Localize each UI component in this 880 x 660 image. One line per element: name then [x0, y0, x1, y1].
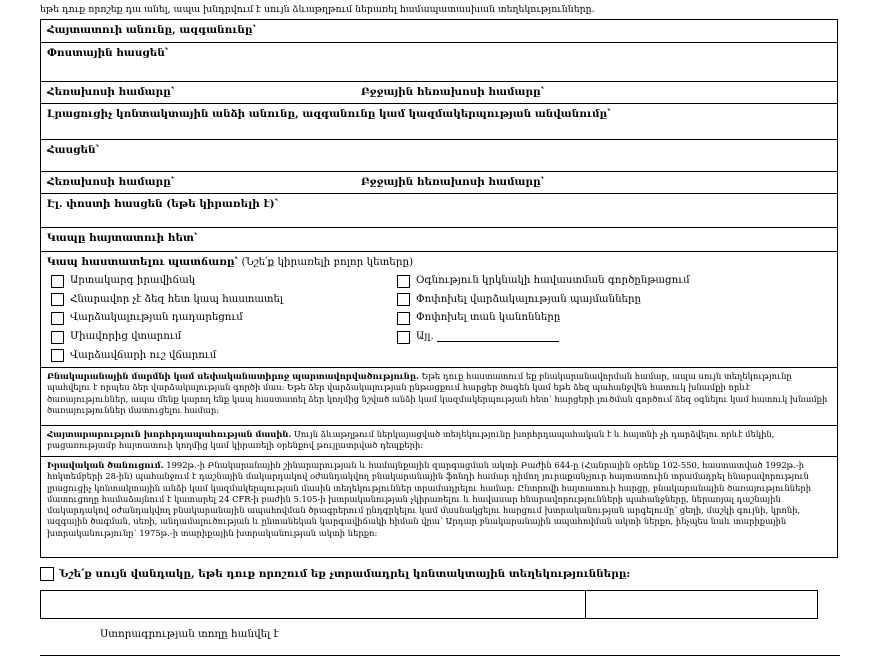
reason-option-eviction[interactable]	[51, 328, 397, 347]
contact-name-label: Լրացուցիչ կոնտակտային անձի անունը, ազգանունը կամ կազմակերպության անվանումը՝	[47, 108, 611, 120]
applicant-phone-label: Հեռախոսի համարը՝	[47, 86, 175, 98]
reason-label: Կապ հաստատելու պատճառը՝	[47, 256, 238, 268]
contact-name-field[interactable]	[41, 104, 837, 140]
reason-option-house-rules[interactable]	[397, 309, 690, 328]
checkbox[interactable]	[51, 331, 64, 344]
reason-option-label: Հնարավոր չէ ձեզ հետ կապ հաստատել	[70, 293, 284, 305]
notice-body: Սույն ձևաթղթում ներկայացված տեղեկությունը խորհրդապահական է և հայտնի չի դարձվելու որևէ մեկին, բացառությամբ հայտատուի կողմից կամ կիրառելի օրենքով թույլատրված դեպքերի:	[47, 429, 775, 451]
reason-option-label: Արտակարգ իրավիճակ	[70, 275, 196, 287]
reason-option-other[interactable]	[397, 328, 690, 347]
reason-column-left	[47, 272, 397, 365]
reason-option-label: Վարձավճարի ուշ վճարում	[70, 349, 217, 361]
notice-title: Հայտարարություն խորհրդապահության մասին.	[47, 429, 292, 439]
reason-option-termination[interactable]	[51, 309, 397, 328]
page-bottom-rule	[40, 655, 840, 656]
reason-option-lease-terms[interactable]	[397, 291, 690, 310]
contact-reasons-section	[41, 252, 837, 368]
notice-legal	[41, 457, 837, 557]
contact-mobile-field[interactable]	[361, 175, 831, 191]
signature-note: Ստորագրության տողը հանվել է	[100, 628, 279, 640]
reason-option-label: Փոփոխել վարձակալության պայմանները	[416, 293, 641, 305]
applicant-mobile-label: Բջջային հեռախոսի համարը՝	[361, 86, 544, 98]
checkbox[interactable]	[51, 312, 64, 325]
notice-confidentiality	[41, 426, 837, 457]
reason-hint: (Նշե՛ք կիրառելի բոլոր կետերը)	[241, 256, 414, 268]
reason-option-label: Վարձակալության դադարեցում	[70, 312, 243, 324]
mailing-address-label: Փոստային հասցեն՝	[47, 47, 169, 59]
contact-phones-row	[41, 172, 837, 194]
reason-option-unable-to-contact[interactable]	[51, 291, 397, 310]
checkbox[interactable]	[51, 275, 64, 288]
signature-field[interactable]	[41, 591, 586, 618]
email-label: Էլ. փոստի հասցեն (եթե կիրառելի է)՝	[47, 198, 278, 210]
reason-option-label: Այլ.	[416, 331, 434, 343]
other-reason-blank[interactable]	[437, 332, 559, 342]
reason-column-right	[397, 272, 690, 365]
mailing-address-field[interactable]	[41, 43, 837, 82]
applicant-phone-field[interactable]	[47, 85, 361, 101]
reason-option-label: Միավորից վտարում	[70, 331, 182, 343]
checkbox[interactable]	[397, 331, 410, 344]
reason-option-recertification[interactable]	[397, 272, 690, 291]
contact-phone-field[interactable]	[47, 175, 361, 191]
applicant-name-field[interactable]	[41, 20, 837, 43]
checkbox[interactable]	[397, 293, 410, 306]
notice-title: Բնակարանային մարմնի կամ սեփականատիրոջ պարտավորվածությունը.	[47, 371, 419, 381]
date-field[interactable]	[586, 591, 817, 618]
opt-out-label: Նշե՛ք սույն վանդակը, եթե դուք որոշում եք չտրամադրել կոնտակտային տեղեկությունները:	[59, 568, 631, 580]
contact-address-field[interactable]	[41, 140, 837, 172]
contact-mobile-label: Բջջային հեռախոսի համարը՝	[361, 176, 544, 188]
checkbox[interactable]	[397, 312, 410, 325]
reason-option-emergency[interactable]	[51, 272, 397, 291]
contact-address-label: Հասցեն՝	[47, 144, 99, 156]
reason-option-label: Փոփոխել տան կանոնները	[416, 312, 561, 324]
notice-body: Եթե դուք հաստատում եք բնակարանավորման համար, ապա սույն տեղեկությունը պահվելու է որպես ձեր վարձակալության գործի մաս: Եթե ձեր վարձակալության ընթացքում հարցեր ծագեն կամ եթե ձեզ պահանջվեն հատուկ խնամքի որևէ ծառայություններ, ապա մենք կարող ենք կապ հաստատել ձեր կողմից նշված անձի կամ կազմակերպության հետ՝ հարցերի լուծման գործում ձեզ օգնելու կամ հատուկ խնամքի ծառայություններ մատուցելու համար:	[47, 371, 828, 415]
notice-commitment	[41, 368, 837, 426]
relationship-field[interactable]	[41, 228, 837, 252]
notice-body: 1992թ.-ի Բնակարանային շինարարության և համայնքային զարգացման ակտի Բաժին 644-ը (Հանրային օրենք 102-550, հաստատված 1992թ.-ի հոկտեմբերի 28-ին) պահանջում է դաշնային մակարդակով օժանդակվող բնակարանային ֆոնդի համար դիմող յուրաքանչյուր հայտատուին տրամադրել հնարավորություն լրացուցիչ կոնտակտային անձի կամ կազմակերպության մասին տեղեկություններ տրամադրելու համար: Ընտրովի հայտատուի հարցը, բնակարանային ծառայությունների մատուցողը համաձայնում է կատարել 24 CFR-ի բաժին 5.105-ի խտրականության չկիրառելու և հավասար հնարավորությունների պահանջները, ներառյալ դաշնային մակարդակով օժանդակվող բնակարանային ապահովման ծրագրերում ընդգրկելու կամ մասնակցելու հարցում խտրականության արգելումը՝ ցեղի, մաշկի գույնի, կրոնի, ազգային ծագման, սեռի, անդամալուծության և ընտանեկան կարգավիճակի հիման վրա՝ Արդար բնակարանային ապահովման ակտի ներքո, ինչպես նաև տարիքային խտրականությունը՝ 1975թ.-ի տարիքային խտրականության ակտի ներքո:	[47, 460, 812, 538]
applicant-mobile-field[interactable]	[361, 85, 831, 101]
applicant-phones-row	[41, 82, 837, 104]
contact-form-table	[40, 19, 838, 558]
form-page	[40, 3, 838, 640]
notice-title: Իրավական ծանուցում.	[47, 460, 164, 470]
opt-out-checkbox[interactable]	[40, 567, 54, 581]
applicant-name-label: Հայտատուի անունը, ազգանունը՝	[47, 24, 256, 36]
email-field[interactable]	[41, 194, 837, 228]
checkbox[interactable]	[51, 349, 64, 362]
opt-out-option[interactable]	[40, 567, 838, 581]
signature-box	[40, 590, 818, 619]
reason-option-label: Օգնություն կրկնակի հավաստման գործընթացում	[416, 275, 690, 287]
relationship-label: Կապը հայտատուի հետ՝	[47, 232, 198, 244]
reason-option-late-rent[interactable]	[51, 346, 397, 365]
checkbox[interactable]	[51, 293, 64, 306]
contact-phone-label: Հեռախոսի համարը՝	[47, 176, 175, 188]
reason-checkbox-grid	[47, 272, 831, 365]
intro-text: եթե դուք որոշեք դա անել, ապա խնդրվում է սույն ձևաթղթում ներառել համապատասխան տեղեկությունները.	[40, 4, 595, 15]
checkbox[interactable]	[397, 275, 410, 288]
